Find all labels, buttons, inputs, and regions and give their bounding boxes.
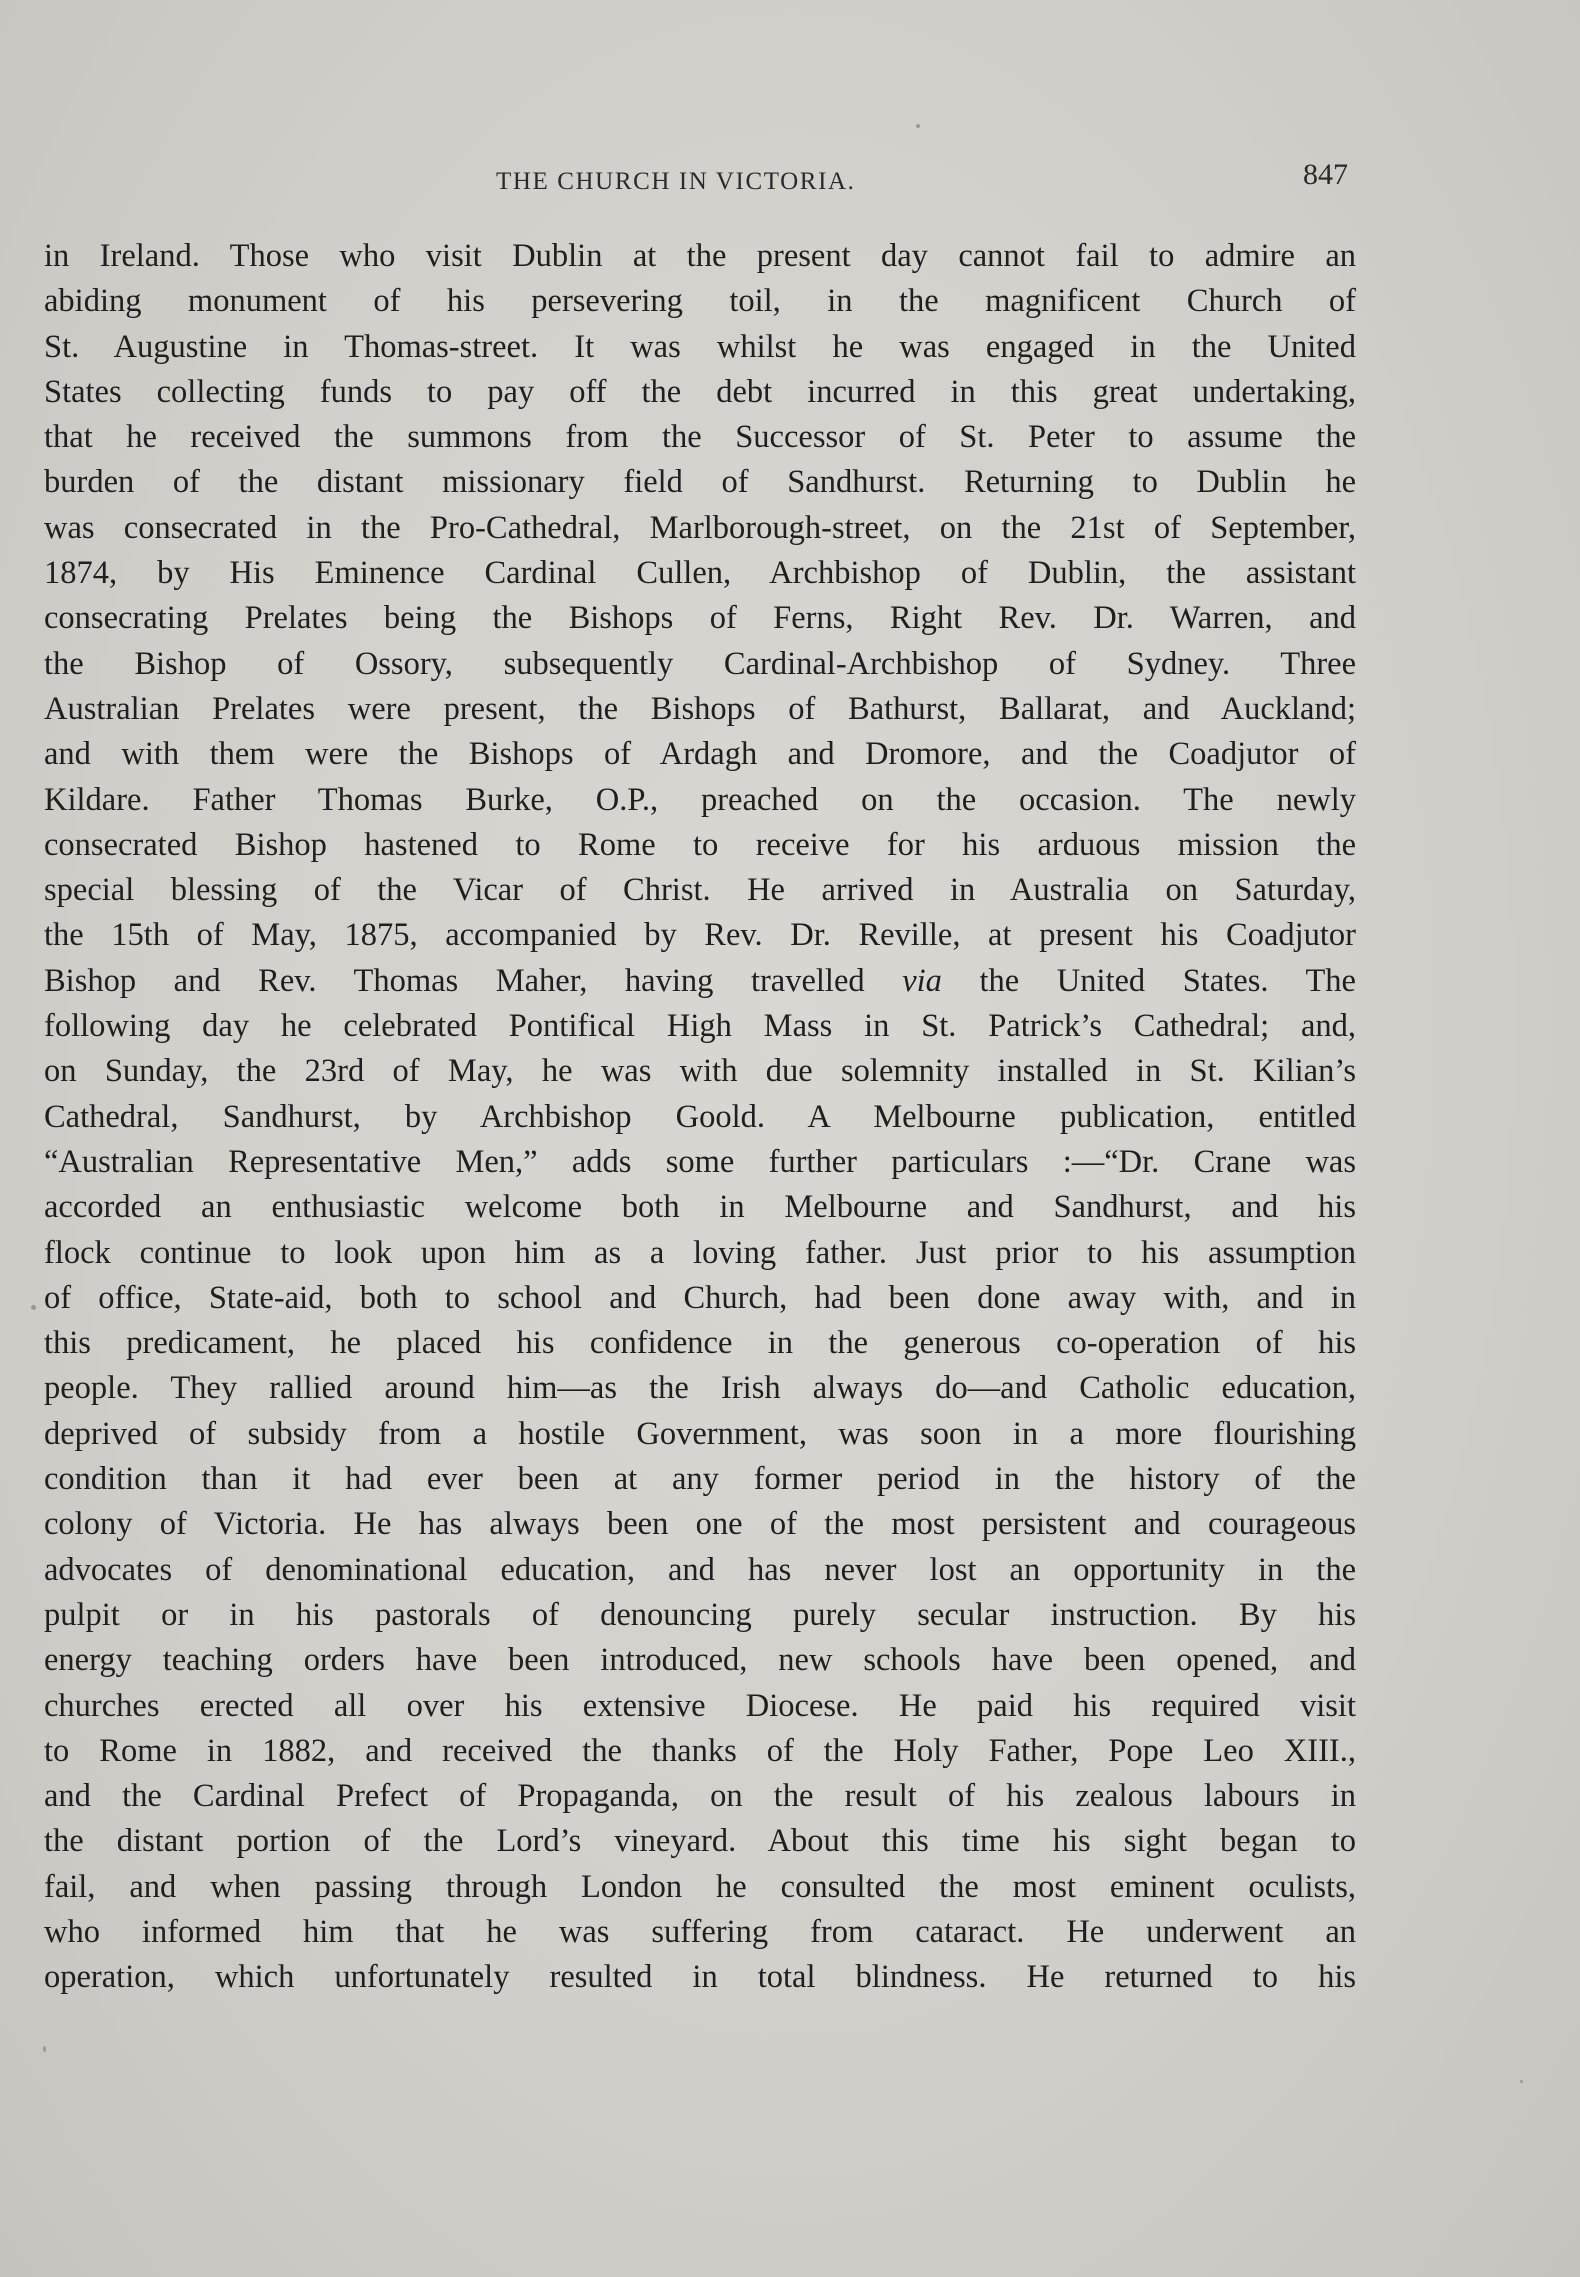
text-line: of office, State-aid, both to school and Church, had been done away with, and in [44,1279,1356,1316]
text-line: special blessing of the Vicar of Christ. He arrived in Australia on Saturday, [44,872,1356,909]
text-line: colony of Victoria. He has always been one of the most persistent and courageous [44,1506,1356,1543]
text-line: churches erected all over his extensive Diocese. He paid his required visit [44,1687,1356,1724]
text-line: and with them were the Bishops of Ardagh and Dromore, and the Coadjutor of [44,736,1356,773]
text-line: the 15th of May, 1875, accompanied by Rev. Dr. Reville, at present his Coadjutor [44,917,1356,954]
text-line: Cathedral, Sandhurst, by Archbishop Goold. A Melbourne publication, entitled [44,1098,1356,1135]
text-line: operation, which unfortunately resulted in total blindness. He returned to his [44,1959,1356,1996]
text-line: on Sunday, the 23rd of May, he was with due solemnity installed in St. Kilian’s [44,1053,1356,1090]
running-head [0,158,1580,208]
paper-speck [43,2046,46,2052]
text-line: fail, and when passing through London he consulted the most eminent oculists, [44,1868,1356,1905]
paper-speck [31,1305,36,1310]
text-line: pulpit or in his pastorals of denouncing purely secular instruction. By his [44,1596,1356,1633]
text-line: and the Cardinal Prefect of Propaganda, on the result of his zealous labours in [44,1778,1356,1815]
text-line: people. They rallied around him—as the Irish always do—and Catholic education, [44,1370,1356,1407]
text-line: was consecrated in the Pro-Cathedral, Marlborough-street, on the 21st of September, [44,509,1356,546]
text-line: St. Augustine in Thomas-street. It was whilst he was engaged in the United [44,328,1356,365]
text-line: abiding monument of his persevering toil, in the magnificent Church of [44,283,1356,320]
text-line: States collecting funds to pay off the debt incurred in this great undertaking, [44,373,1356,410]
text-line: energy teaching orders have been introduced, new schools have been opened, and [44,1642,1356,1679]
text-line: consecrating Prelates being the Bishops of Ferns, Right Rev. Dr. Warren, and [44,600,1356,637]
text-line: to Rome in 1882, and received the thanks of the Holy Father, Pope Leo XIII., [44,1732,1356,1769]
text-line: Bishop and Rev. Thomas Maher, having travelled via the United States. The [44,962,1356,999]
text-line: advocates of denominational education, and has never lost an opportunity in the [44,1551,1356,1588]
text-line: deprived of subsidy from a hostile Government, was soon in a more flourishing [44,1415,1356,1452]
italic-word: via [902,962,942,999]
running-head-title: THE CHURCH IN VICTORIA. [496,168,856,195]
text-line: flock continue to look upon him as a loving father. Just prior to his assumption [44,1234,1356,1271]
text-line: who informed him that he was suffering from cataract. He underwent an [44,1913,1356,1950]
text-line: this predicament, he placed his confidence in the generous co-operation of his [44,1325,1356,1362]
text-line: consecrated Bishop hastened to Rome to receive for his arduous mission the [44,826,1356,863]
text-line: Kildare. Father Thomas Burke, O.P., preached on the occasion. The newly [44,781,1356,818]
text-line: the distant portion of the Lord’s vineyard. About this time his sight began to [44,1823,1356,1860]
text-line: accorded an enthusiastic welcome both in Melbourne and Sandhurst, and his [44,1189,1356,1226]
text-line: burden of the distant missionary field of Sandhurst. Returning to Dublin he [44,464,1356,501]
text-line: Australian Prelates were present, the Bishops of Bathurst, Ballarat, and Auckland; [44,690,1356,727]
text-line: following day he celebrated Pontifical High Mass in St. Patrick’s Cathedral; and, [44,1008,1356,1045]
paper-speck [1520,2080,1523,2083]
text-line: 1874, by His Eminence Cardinal Cullen, Archbishop of Dublin, the assistant [44,555,1356,592]
paper-speck [916,124,920,128]
text-line: condition than it had ever been at any former period in the history of the [44,1461,1356,1498]
text-line: the Bishop of Ossory, subsequently Cardinal-Archbishop of Sydney. Three [44,645,1356,682]
text-line: in Ireland. Those who visit Dublin at the present day cannot fail to admire an [44,238,1356,274]
page-number: 847 [1303,158,1348,191]
body-text [44,234,1356,2001]
text-line: that he received the summons from the Successor of St. Peter to assume the [44,419,1356,456]
text-line: “Australian Representative Men,” adds some further particulars :—“Dr. Crane was [44,1143,1356,1180]
